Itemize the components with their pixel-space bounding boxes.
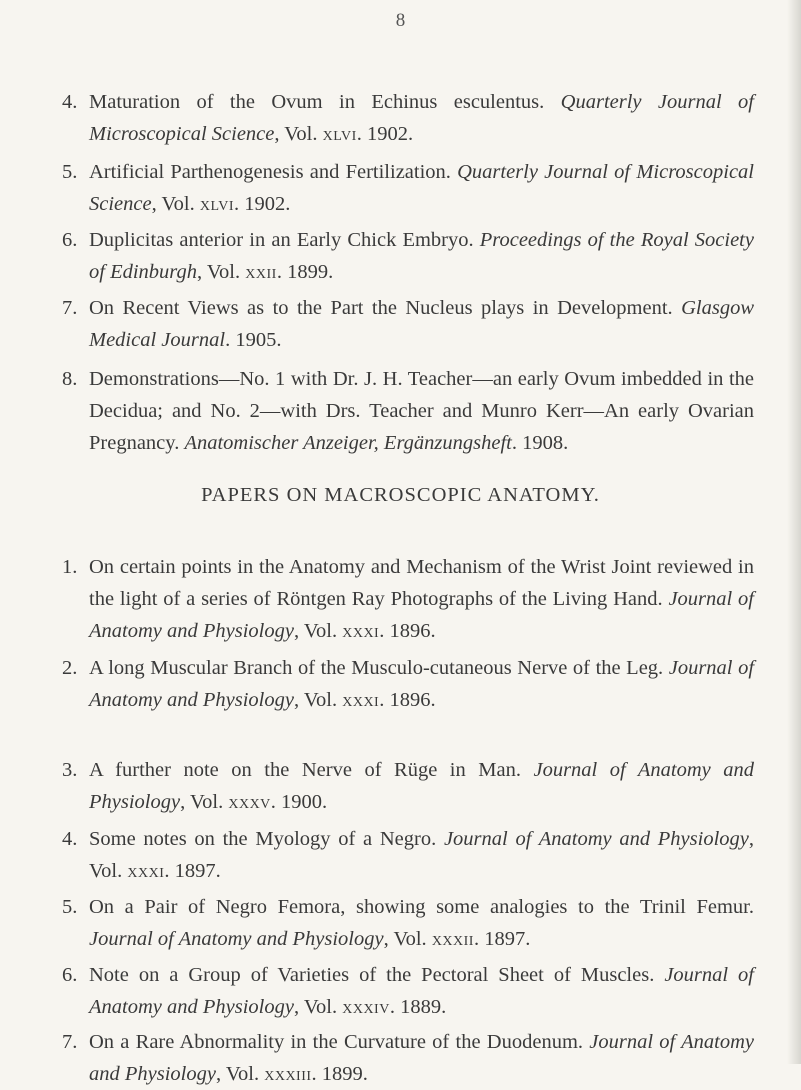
entry-journal: Proceedings of the Royal Society of Edinburgh bbox=[89, 229, 754, 283]
entry-volume-label: . 1908. bbox=[511, 432, 569, 454]
entry-journal: Journal of Anatomy and Physiology bbox=[89, 1031, 754, 1085]
entry-journal: Journal of Anatomy and Physiology bbox=[89, 928, 384, 950]
entry-volume: xxxii bbox=[431, 928, 474, 950]
entry-volume-label: , Vol. bbox=[293, 996, 343, 1018]
entry-year: . 1899. bbox=[311, 1063, 368, 1085]
entry-volume-label: , Vol. bbox=[274, 123, 323, 145]
paper-entry bbox=[62, 959, 754, 1023]
paper-entry bbox=[62, 1026, 754, 1090]
entry-volume-label: , Vol. bbox=[151, 193, 200, 215]
entry-volume-label: , Vol. bbox=[293, 689, 343, 711]
entry-volume: xlvi bbox=[322, 123, 357, 145]
entry-year: . 1900. bbox=[270, 791, 328, 813]
entry-title: Maturation of the Ovum in Echinus esculentus. bbox=[89, 91, 561, 113]
entry-number: 2. bbox=[62, 657, 78, 679]
entry-journal: Journal of Anatomy and Physiology bbox=[89, 657, 755, 711]
entry-title: Duplicitas anterior in an Early Chick Embryo. bbox=[89, 229, 480, 251]
paper-entry bbox=[62, 86, 754, 150]
entry-volume: xxxv bbox=[228, 791, 271, 813]
paper-entry bbox=[62, 224, 754, 288]
entry-title: Some notes on the Myology of a Negro. bbox=[89, 828, 444, 850]
entry-number: 7. bbox=[62, 1031, 78, 1053]
entry-title: A further note on the Nerve of Rüge in Man. bbox=[89, 759, 534, 781]
entry-title: Note on a Group of Varieties of the Pectoral Sheet of Muscles. bbox=[89, 964, 665, 986]
entry-volume: xxxi bbox=[342, 620, 380, 642]
entry-number: 5. bbox=[62, 896, 78, 918]
entry-number: 7. bbox=[62, 297, 78, 319]
entry-journal: Anatomischer Anzeiger, Ergänzungsheft bbox=[184, 432, 512, 454]
entry-year: . 1896. bbox=[379, 620, 436, 642]
entry-number: 4. bbox=[62, 828, 78, 850]
entry-number: 4. bbox=[62, 91, 78, 113]
entry-title: Demonstrations—No. 1 with Dr. J. H. Teacher—an early Ovum imbedded in the Decidua; and No. 2—with Drs. Teacher and Munro Kerr—An early Ovarian Pregnancy. bbox=[89, 368, 754, 454]
entry-title: A long Muscular Branch of the Musculo-cutaneous Nerve of the Leg. bbox=[89, 657, 669, 679]
entry-journal: Journal of Anatomy and Physiology bbox=[89, 964, 755, 1018]
entry-volume: xlvi bbox=[199, 193, 234, 215]
entry-year: . 1897. bbox=[164, 860, 221, 882]
entry-year: . 1897. bbox=[473, 928, 531, 950]
entry-number: 8. bbox=[62, 368, 78, 390]
entry-journal: Quarterly Journal of Microscopical Science bbox=[89, 91, 754, 145]
entry-journal: Quarterly Journal of Microscopical Science bbox=[89, 161, 754, 215]
entry-title: On Recent Views as to the Part the Nucleus plays in Development. bbox=[89, 297, 682, 319]
entry-volume-label: , Vol. bbox=[215, 1063, 265, 1085]
entry-volume-label: , Vol. bbox=[293, 620, 343, 642]
entry-volume: xxxiv bbox=[342, 996, 390, 1018]
entry-year: . 1902. bbox=[234, 193, 291, 215]
entry-number: 6. bbox=[62, 229, 78, 251]
entry-title: On certain points in the Anatomy and Mechanism of the Wrist Joint reviewed in the light of a series of Röntgen Ray Photographs of the Living Hand. bbox=[89, 556, 754, 610]
entry-number: 5. bbox=[62, 161, 78, 183]
section-heading: PAPERS ON MACROSCOPIC ANATOMY. bbox=[201, 484, 600, 506]
entry-number: 6. bbox=[62, 964, 78, 986]
entry-journal: Journal of Anatomy and Physiology bbox=[443, 828, 749, 850]
entry-year: . 1889. bbox=[389, 996, 447, 1018]
entry-journal: Journal of Anatomy and Physiology bbox=[89, 588, 754, 642]
paper-entry bbox=[62, 156, 754, 220]
entry-volume: xxii bbox=[245, 261, 277, 283]
entry-journal: Glasgow Medical Journal bbox=[89, 297, 754, 351]
entry-journal: Journal of Anatomy and Physiology bbox=[89, 759, 754, 813]
entry-volume-label: , Vol. bbox=[383, 928, 432, 950]
paper-entry bbox=[62, 551, 754, 647]
entry-title: On a Rare Abnormality in the Curvature of the Duodenum. bbox=[89, 1031, 590, 1053]
entry-title: Artificial Parthenogenesis and Fertilization. bbox=[89, 161, 458, 183]
entry-volume: xxxi bbox=[127, 860, 165, 882]
entry-title: On a Pair of Negro Femora, showing some analogies to the Trinil Femur. bbox=[89, 896, 754, 918]
paper-entry bbox=[62, 823, 754, 887]
paper-entry bbox=[62, 363, 754, 459]
entry-volume: xxxiii bbox=[264, 1063, 312, 1085]
paper-entry bbox=[62, 891, 754, 955]
entry-year: . 1899. bbox=[276, 261, 334, 283]
entry-volume-label: , Vol. bbox=[89, 828, 755, 882]
page-edge-shadow bbox=[787, 0, 801, 1064]
entry-volume-label: . 1905. bbox=[225, 329, 282, 351]
entry-year: . 1896. bbox=[379, 689, 436, 711]
entry-volume-label: , Vol. bbox=[197, 261, 246, 283]
entry-volume: xxxi bbox=[342, 689, 380, 711]
entry-year: . 1902. bbox=[356, 123, 414, 145]
entry-number: 3. bbox=[62, 759, 78, 781]
page-number: 8 bbox=[395, 10, 406, 31]
paper-entry bbox=[62, 292, 754, 356]
paper-entry bbox=[62, 652, 754, 716]
entry-volume-label: , Vol. bbox=[180, 791, 229, 813]
entry-number: 1. bbox=[62, 556, 78, 578]
paper-entry bbox=[62, 754, 754, 818]
